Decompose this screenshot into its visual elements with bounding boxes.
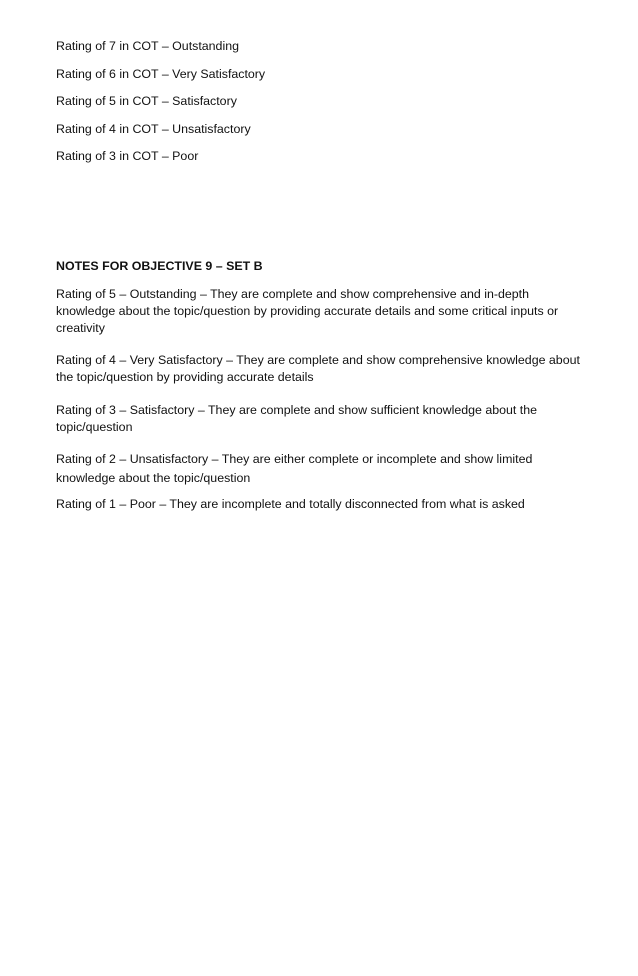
notes-rating-1: Rating of 1 – Poor – They are incomplete and totally disconnected from what is asked (56, 497, 525, 511)
cot-rating-3: Rating of 3 in COT – Poor (56, 149, 199, 163)
notes-rating-2: Rating of 2 – Unsatisfactory – They are either complete or incomplete and show limited knowledge about the topic/question (56, 452, 533, 485)
cot-rating-6: Rating of 6 in COT – Very Satisfactory (56, 67, 266, 81)
notes-rating-3: Rating of 3 – Satisfactory – They are complete and show sufficient knowledge about the topic/question (56, 403, 538, 434)
cot-rating-5: Rating of 5 in COT – Satisfactory (56, 94, 237, 108)
cot-rating-7: Rating of 7 in COT – Outstanding (56, 39, 239, 53)
notes-heading: NOTES FOR OBJECTIVE 9 – SET B (56, 259, 263, 273)
notes-rating-4: Rating of 4 – Very Satisfactory – They are complete and show comprehensive knowledge about the topic/question by providing accurate details (56, 353, 580, 384)
notes-rating-5: Rating of 5 – Outstanding – They are complete and show comprehensive and in-depth knowledge about the topic/question by providing accurate details and some critical inputs or creativity (56, 287, 559, 335)
cot-rating-4: Rating of 4 in COT – Unsatisfactory (56, 122, 251, 136)
